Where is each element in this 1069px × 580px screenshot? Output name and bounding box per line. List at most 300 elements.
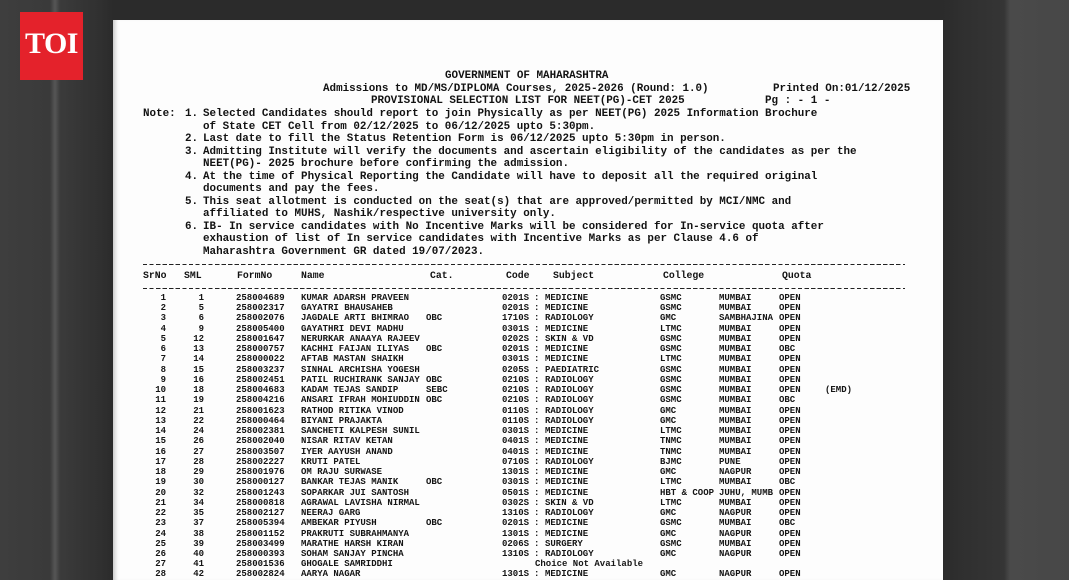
table-row <box>0 406 1000 416</box>
cell-city: MUMBAI <box>719 538 752 549</box>
note-line <box>0 246 1000 259</box>
cell-subject: RADIOLOGY <box>545 415 594 426</box>
cell-subject: MEDICINE <box>545 303 589 314</box>
cell-college: GSMC <box>660 333 682 344</box>
cell-srno: 27 <box>155 559 166 570</box>
cell-subject: RADIOLOGY <box>545 549 594 559</box>
cell-formno: 258004689 <box>236 293 285 303</box>
cell-code: 0210S <box>502 395 530 406</box>
cell-separator: : <box>534 508 540 519</box>
cell-college: LTMC <box>660 354 682 365</box>
cell-formno: 258003237 <box>236 364 285 375</box>
cell-category: SEBC <box>426 385 448 396</box>
table-header <box>0 270 1000 282</box>
note-text: exhaustion of list of In service candidates with Incentive Marks as per Clause 4.6 of <box>203 233 759 245</box>
cell-srno: 13 <box>155 415 166 426</box>
cell-subject: RADIOLOGY <box>545 405 594 416</box>
cell-sml: 41 <box>193 559 204 570</box>
cell-name: RATHOD RITIKA VINOD <box>301 405 404 416</box>
cell-sml: 22 <box>193 415 204 426</box>
note-line <box>0 108 1000 121</box>
cell-quota: OPEN <box>779 446 801 457</box>
cell-srno: 24 <box>155 528 166 539</box>
cell-college: GMC <box>660 313 677 324</box>
cell-city: MUMBAI <box>719 364 752 375</box>
table-row <box>0 436 1000 446</box>
cell-separator: : <box>534 426 540 437</box>
note-line <box>0 196 1000 209</box>
cell-category: OBC <box>426 395 443 406</box>
cell-quota: OPEN <box>779 354 801 365</box>
cell-quota: OPEN <box>779 415 801 426</box>
cell-subject: RADIOLOGY <box>545 456 594 467</box>
cell-code: 1310S <box>502 508 530 519</box>
cell-separator: : <box>534 456 540 467</box>
list-title: PROVISIONAL SELECTION LIST FOR NEET(PG)-CET 2025 <box>371 95 685 107</box>
cell-subject: SURGERY <box>545 538 583 549</box>
cell-srno: 8 <box>160 364 166 375</box>
note-number: 6. <box>185 220 199 233</box>
cell-srno: 11 <box>155 395 166 406</box>
cell-code: 0210S <box>502 385 530 396</box>
cell-name: GAYATHRI DEVI MADHU <box>301 323 404 334</box>
cell-name: BANKAR TEJAS MANIK <box>301 477 399 488</box>
cell-code: 0301S <box>502 477 530 488</box>
cell-separator: : <box>534 354 540 365</box>
cell-code: 1310S <box>502 549 530 559</box>
cell-subject: PAEDIATRIC <box>545 364 600 375</box>
cell-srno: 22 <box>155 508 166 519</box>
cell-name: KRUTI PATEL <box>301 456 361 467</box>
cell-subject: MEDICINE <box>545 528 589 539</box>
cell-name: MARATHE HARSH KIRAN <box>301 538 404 549</box>
cell-college: GMC <box>660 508 677 519</box>
cell-formno: 258002227 <box>236 456 285 467</box>
cell-separator: : <box>534 395 540 406</box>
cell-city: NAGPUR <box>719 528 752 539</box>
cell-formno: 258002317 <box>236 303 285 314</box>
cell-college: TNMC <box>660 436 682 447</box>
cell-college: GSMC <box>660 344 682 355</box>
cell-sml: 34 <box>193 497 204 508</box>
cell-name: SINHAL ARCHISHA YOGESH <box>301 364 420 375</box>
notes-section <box>0 108 1000 258</box>
cell-city: PUNE <box>719 456 741 467</box>
cell-srno: 10 <box>155 385 166 396</box>
cell-formno: 258001623 <box>236 405 285 416</box>
cell-code: 0210S <box>502 374 530 385</box>
cell-code: 0302S <box>502 497 530 508</box>
cell-srno: 3 <box>160 313 166 324</box>
table-row <box>0 293 1000 303</box>
cell-subject: MEDICINE <box>545 487 589 498</box>
cell-sml: 39 <box>193 538 204 549</box>
cell-srno: 5 <box>160 333 166 344</box>
table-row <box>0 344 1000 354</box>
note-number: 2. <box>185 133 199 145</box>
cell-sml: 32 <box>193 487 204 498</box>
note-number: 1. <box>185 108 199 120</box>
cell-srno: 16 <box>155 446 166 457</box>
cell-code: 0710S <box>502 456 530 467</box>
cell-city: MUMBAI <box>719 436 752 447</box>
cell-sml: 13 <box>193 344 204 355</box>
cell-formno: 258002824 <box>236 569 285 580</box>
cell-subject: RADIOLOGY <box>545 395 594 406</box>
cell-college: LTMC <box>660 477 682 488</box>
cell-sml: 40 <box>193 549 204 559</box>
cell-college: GMC <box>660 467 677 478</box>
cell-code: 1301S <box>502 569 530 580</box>
cell-srno: 19 <box>155 477 166 488</box>
cell-category: OBC <box>426 477 443 488</box>
toi-logo <box>20 12 83 80</box>
cell-separator: : <box>534 374 540 385</box>
cell-separator: : <box>534 436 540 447</box>
table-row <box>0 488 1000 498</box>
cell-formno: 258003507 <box>236 446 285 457</box>
cell-srno: 6 <box>160 344 166 355</box>
cell-name: NERURKAR ANAAYA RAJEEV <box>301 333 420 344</box>
column-header-formno: FormNo <box>237 270 273 281</box>
cell-code: 1301S <box>502 467 530 478</box>
cell-sml: 24 <box>193 426 204 437</box>
cell-college: GSMC <box>660 518 682 529</box>
cell-city: MUMBAI <box>719 426 752 437</box>
cell-subject: MEDICINE <box>545 426 589 437</box>
cell-city: NAGPUR <box>719 508 752 519</box>
cell-code: 0301S <box>502 354 530 365</box>
table-row <box>0 354 1000 364</box>
cell-city: MUMBAI <box>719 477 752 488</box>
cell-college: GSMC <box>660 374 682 385</box>
cell-name: AFTAB MASTAN SHAIKH <box>301 354 404 365</box>
cell-separator: : <box>534 538 540 549</box>
cell-subject: MEDICINE <box>545 354 589 365</box>
document-subtitle: Admissions to MD/MS/DIPLOMA Courses, 2025-2026 (Round: 1.0) <box>323 83 709 95</box>
cell-name: IYER AAYUSH ANAND <box>301 446 393 457</box>
cell-city: MUMBAI <box>719 385 752 396</box>
table-row <box>0 559 1000 569</box>
cell-subject: RADIOLOGY <box>545 508 594 519</box>
cell-city: NAGPUR <box>719 467 752 478</box>
cell-subject: MEDICINE <box>545 293 589 303</box>
cell-sml: 21 <box>193 405 204 416</box>
table-row <box>0 569 1000 579</box>
cell-srno: 1 <box>160 293 166 303</box>
cell-separator: : <box>534 549 540 559</box>
note-line <box>0 221 1000 234</box>
cell-city: MUMBAI <box>719 323 752 334</box>
cell-quota: OPEN <box>779 426 801 437</box>
cell-name: BIYANI PRAJAKTA <box>301 415 383 426</box>
note-text: IB- In service candidates with No Incentive Marks will be considered for In-service quota after <box>203 220 824 233</box>
cell-city: MUMBAI <box>719 374 752 385</box>
cell-college: LTMC <box>660 323 682 334</box>
cell-separator: : <box>534 333 540 344</box>
note-text: affiliated to MUHS, Nashik/respective university only. <box>203 208 556 220</box>
cell-college: BJMC <box>660 456 682 467</box>
cell-separator: : <box>534 467 540 478</box>
cell-srno: 7 <box>160 354 166 365</box>
table-row <box>0 365 1000 375</box>
cell-college: TNMC <box>660 446 682 457</box>
cell-name: PRAKRUTI SUBRAHMANYA <box>301 528 410 539</box>
note-line <box>0 133 1000 146</box>
cell-quota: OPEN <box>779 303 801 314</box>
table-row <box>0 313 1000 323</box>
cell-quota: OPEN <box>779 313 801 324</box>
note-line <box>0 146 1000 159</box>
cell-srno: 4 <box>160 323 166 334</box>
cell-code: 0201S <box>502 518 530 529</box>
cell-srno: 17 <box>155 456 166 467</box>
note-line <box>0 183 1000 196</box>
cell-college: LTMC <box>660 426 682 437</box>
cell-college: GSMC <box>660 385 682 396</box>
cell-code: 0301S <box>502 323 530 334</box>
cell-separator: : <box>534 518 540 529</box>
cell-sml: 12 <box>193 333 204 344</box>
cell-srno: 25 <box>155 538 166 549</box>
note-line <box>0 171 1000 184</box>
cell-srno: 15 <box>155 436 166 447</box>
cell-college: GSMC <box>660 395 682 406</box>
cell-sml: 14 <box>193 354 204 365</box>
table-row <box>0 457 1000 467</box>
cell-subject: MEDICINE <box>545 344 589 355</box>
selection-table-body <box>0 293 1000 580</box>
cell-subject: MEDICINE <box>545 569 589 580</box>
cell-name: AGRAWAL LAVISHA NIRMAL <box>301 497 420 508</box>
cell-category: OBC <box>426 518 443 529</box>
cell-quota: OPEN <box>779 538 801 549</box>
cell-srno: 26 <box>155 549 166 559</box>
cell-quota: OBC <box>779 395 796 406</box>
cell-code: 0401S <box>502 446 530 457</box>
cell-quota: OPEN <box>779 374 801 385</box>
cell-college: GMC <box>660 569 677 580</box>
notes-label: Note: <box>143 108 176 120</box>
cell-separator: : <box>534 313 540 324</box>
cell-subject: MEDICINE <box>545 446 589 457</box>
cell-separator: : <box>534 385 540 396</box>
cell-srno: 23 <box>155 518 166 529</box>
cell-sml: 30 <box>193 477 204 488</box>
cell-name: SOPARKAR JUI SANTOSH <box>301 487 410 498</box>
cell-sml: 16 <box>193 374 204 385</box>
note-number: 4. <box>185 170 199 183</box>
cell-code: 0110S <box>502 415 530 426</box>
note-text: NEET(PG)- 2025 brochure before confirming the admission. <box>203 158 569 170</box>
cell-srno: 21 <box>155 497 166 508</box>
cell-code: 0206S <box>502 538 530 549</box>
cell-code: 0501S <box>502 487 530 498</box>
table-row <box>0 324 1000 334</box>
cell-college: GSMC <box>660 293 682 303</box>
cell-quota: OPEN <box>779 497 801 508</box>
cell-code: 0110S <box>502 405 530 416</box>
cell-separator: : <box>534 477 540 488</box>
column-header-code: Code <box>506 270 530 281</box>
cell-sml: 37 <box>193 518 204 529</box>
cell-college: GSMC <box>660 538 682 549</box>
cell-name: PATIL RUCHIRANK SANJAY <box>301 374 420 385</box>
cell-name: AARYA NAGAR <box>301 569 361 580</box>
cell-subject: SKIN & VD <box>545 497 594 508</box>
cell-srno: 20 <box>155 487 166 498</box>
cell-code: 1301S <box>502 528 530 539</box>
cell-category: OBC <box>426 374 443 385</box>
cell-separator: : <box>534 323 540 334</box>
table-row <box>0 395 1000 405</box>
note-text: Last date to fill the Status Retention Form is 06/12/2025 upto 5:30pm in person. <box>203 133 726 145</box>
page-number: Pg : - 1 - <box>765 95 831 107</box>
cell-sml: 1 <box>198 293 204 303</box>
cell-sml: 15 <box>193 364 204 375</box>
cell-sml: 42 <box>193 569 204 580</box>
cell-subject: MEDICINE <box>545 436 589 447</box>
table-row <box>0 334 1000 344</box>
column-header-subject: Subject <box>553 270 595 281</box>
cell-name: SANCHETI KALPESH SUNIL <box>301 426 420 437</box>
cell-subject: MEDICINE <box>545 323 589 334</box>
cell-separator: : <box>534 293 540 303</box>
cell-name: KACHHI FAIJAN ILIYAS <box>301 344 410 355</box>
cell-separator: : <box>534 405 540 416</box>
table-row <box>0 549 1000 559</box>
cell-separator: : <box>534 569 540 580</box>
column-header-sml: SML <box>184 270 202 281</box>
cell-formno: 258000127 <box>236 477 285 488</box>
cell-code: 0202S <box>502 333 530 344</box>
cell-sml: 35 <box>193 508 204 519</box>
cell-college: GSMC <box>660 364 682 375</box>
table-row <box>0 375 1000 385</box>
cell-code: 0205S <box>502 364 530 375</box>
cell-remark: (EMD) <box>825 385 853 396</box>
cell-quota: OPEN <box>779 528 801 539</box>
cell-formno: 258001647 <box>236 333 285 344</box>
cell-separator: : <box>534 487 540 498</box>
table-row <box>0 518 1000 528</box>
cell-quota: OPEN <box>779 487 801 498</box>
cell-subject: MEDICINE <box>545 518 589 529</box>
cell-srno: 12 <box>155 405 166 416</box>
cell-formno: 258002076 <box>236 313 285 324</box>
divider <box>143 288 905 289</box>
table-row <box>0 416 1000 426</box>
cell-name: GHOGALE SAMRIDDHI <box>301 559 393 570</box>
cell-formno: 258001536 <box>236 559 285 570</box>
cell-quota: OPEN <box>779 456 801 467</box>
column-header-srno: SrNo <box>143 270 167 281</box>
cell-formno: 258004216 <box>236 395 285 406</box>
cell-city: MUMBAI <box>719 446 752 457</box>
cell-quota: OPEN <box>779 508 801 519</box>
cell-srno: 28 <box>155 569 166 580</box>
cell-formno: 258003499 <box>236 538 285 549</box>
cell-subject: SKIN & VD <box>545 333 594 344</box>
cell-srno: 18 <box>155 467 166 478</box>
table-row <box>0 303 1000 313</box>
cell-sml: 19 <box>193 395 204 406</box>
cell-quota: OPEN <box>779 293 801 303</box>
cell-formno: 258002040 <box>236 436 285 447</box>
cell-code: 0301S <box>502 426 530 437</box>
cell-status: Choice Not Available <box>535 559 644 570</box>
cell-formno: 258002451 <box>236 374 285 385</box>
table-row <box>0 508 1000 518</box>
cell-city: MUMBAI <box>719 344 752 355</box>
cell-city: MUMBAI <box>719 497 752 508</box>
cell-quota: OPEN <box>779 385 801 396</box>
cell-code: 0401S <box>502 436 530 447</box>
cell-subject: MEDICINE <box>545 477 589 488</box>
note-text: This seat allotment is conducted on the seat(s) that are approved/permitted by MCI/NMC and <box>203 195 792 208</box>
cell-city: MUMBAI <box>719 395 752 406</box>
cell-quota: OBC <box>779 344 796 355</box>
cell-sml: 29 <box>193 467 204 478</box>
note-line <box>0 158 1000 171</box>
cell-formno: 258002381 <box>236 426 285 437</box>
note-text: documents and pay the fees. <box>203 183 380 195</box>
cell-sml: 28 <box>193 456 204 467</box>
cell-name: ANSARI IFRAH MOHIUDDIN <box>301 395 420 406</box>
cell-formno: 258000757 <box>236 344 285 355</box>
cell-name: OM RAJU SURWASE <box>301 467 383 478</box>
cell-name: JAGDALE ARTI BHIMRAO <box>301 313 410 324</box>
cell-city: NAGPUR <box>719 569 752 580</box>
cell-quota: OPEN <box>779 405 801 416</box>
cell-formno: 258004683 <box>236 385 285 396</box>
cell-subject: MEDICINE <box>545 467 589 478</box>
cell-name: NEERAJ GARG <box>301 508 361 519</box>
cell-city: MUMBAI <box>719 333 752 344</box>
cell-city: MUMBAI <box>719 354 752 365</box>
logo-text: TOI <box>25 27 78 60</box>
table-row <box>0 467 1000 477</box>
cell-separator: : <box>534 497 540 508</box>
divider <box>143 264 905 265</box>
cell-quota: OPEN <box>779 323 801 334</box>
column-header-college: College <box>663 270 705 281</box>
cell-formno: 258001976 <box>236 467 285 478</box>
cell-sml: 9 <box>198 323 204 334</box>
cell-quota: OBC <box>779 518 796 529</box>
cell-formno: 258001152 <box>236 528 285 539</box>
cell-srno: 14 <box>155 426 166 437</box>
cell-code: 0201S <box>502 344 530 355</box>
cell-sml: 26 <box>193 436 204 447</box>
cell-quota: OPEN <box>779 436 801 447</box>
cell-subject: RADIOLOGY <box>545 374 594 385</box>
cell-quota: OPEN <box>779 569 801 580</box>
cell-code: 0201S <box>502 293 530 303</box>
cell-city: MUMBAI <box>719 303 752 314</box>
note-line <box>0 233 1000 246</box>
cell-separator: : <box>534 364 540 375</box>
cell-separator: : <box>534 415 540 426</box>
cell-sml: 5 <box>198 303 204 314</box>
table-row <box>0 498 1000 508</box>
cell-city: NAGPUR <box>719 549 752 559</box>
note-number: 5. <box>185 195 199 208</box>
cell-name: KUMAR ADARSH PRAVEEN <box>301 293 410 303</box>
cell-name: NISAR RITAV KETAN <box>301 436 393 447</box>
cell-formno: 258002127 <box>236 508 285 519</box>
table-row <box>0 477 1000 487</box>
